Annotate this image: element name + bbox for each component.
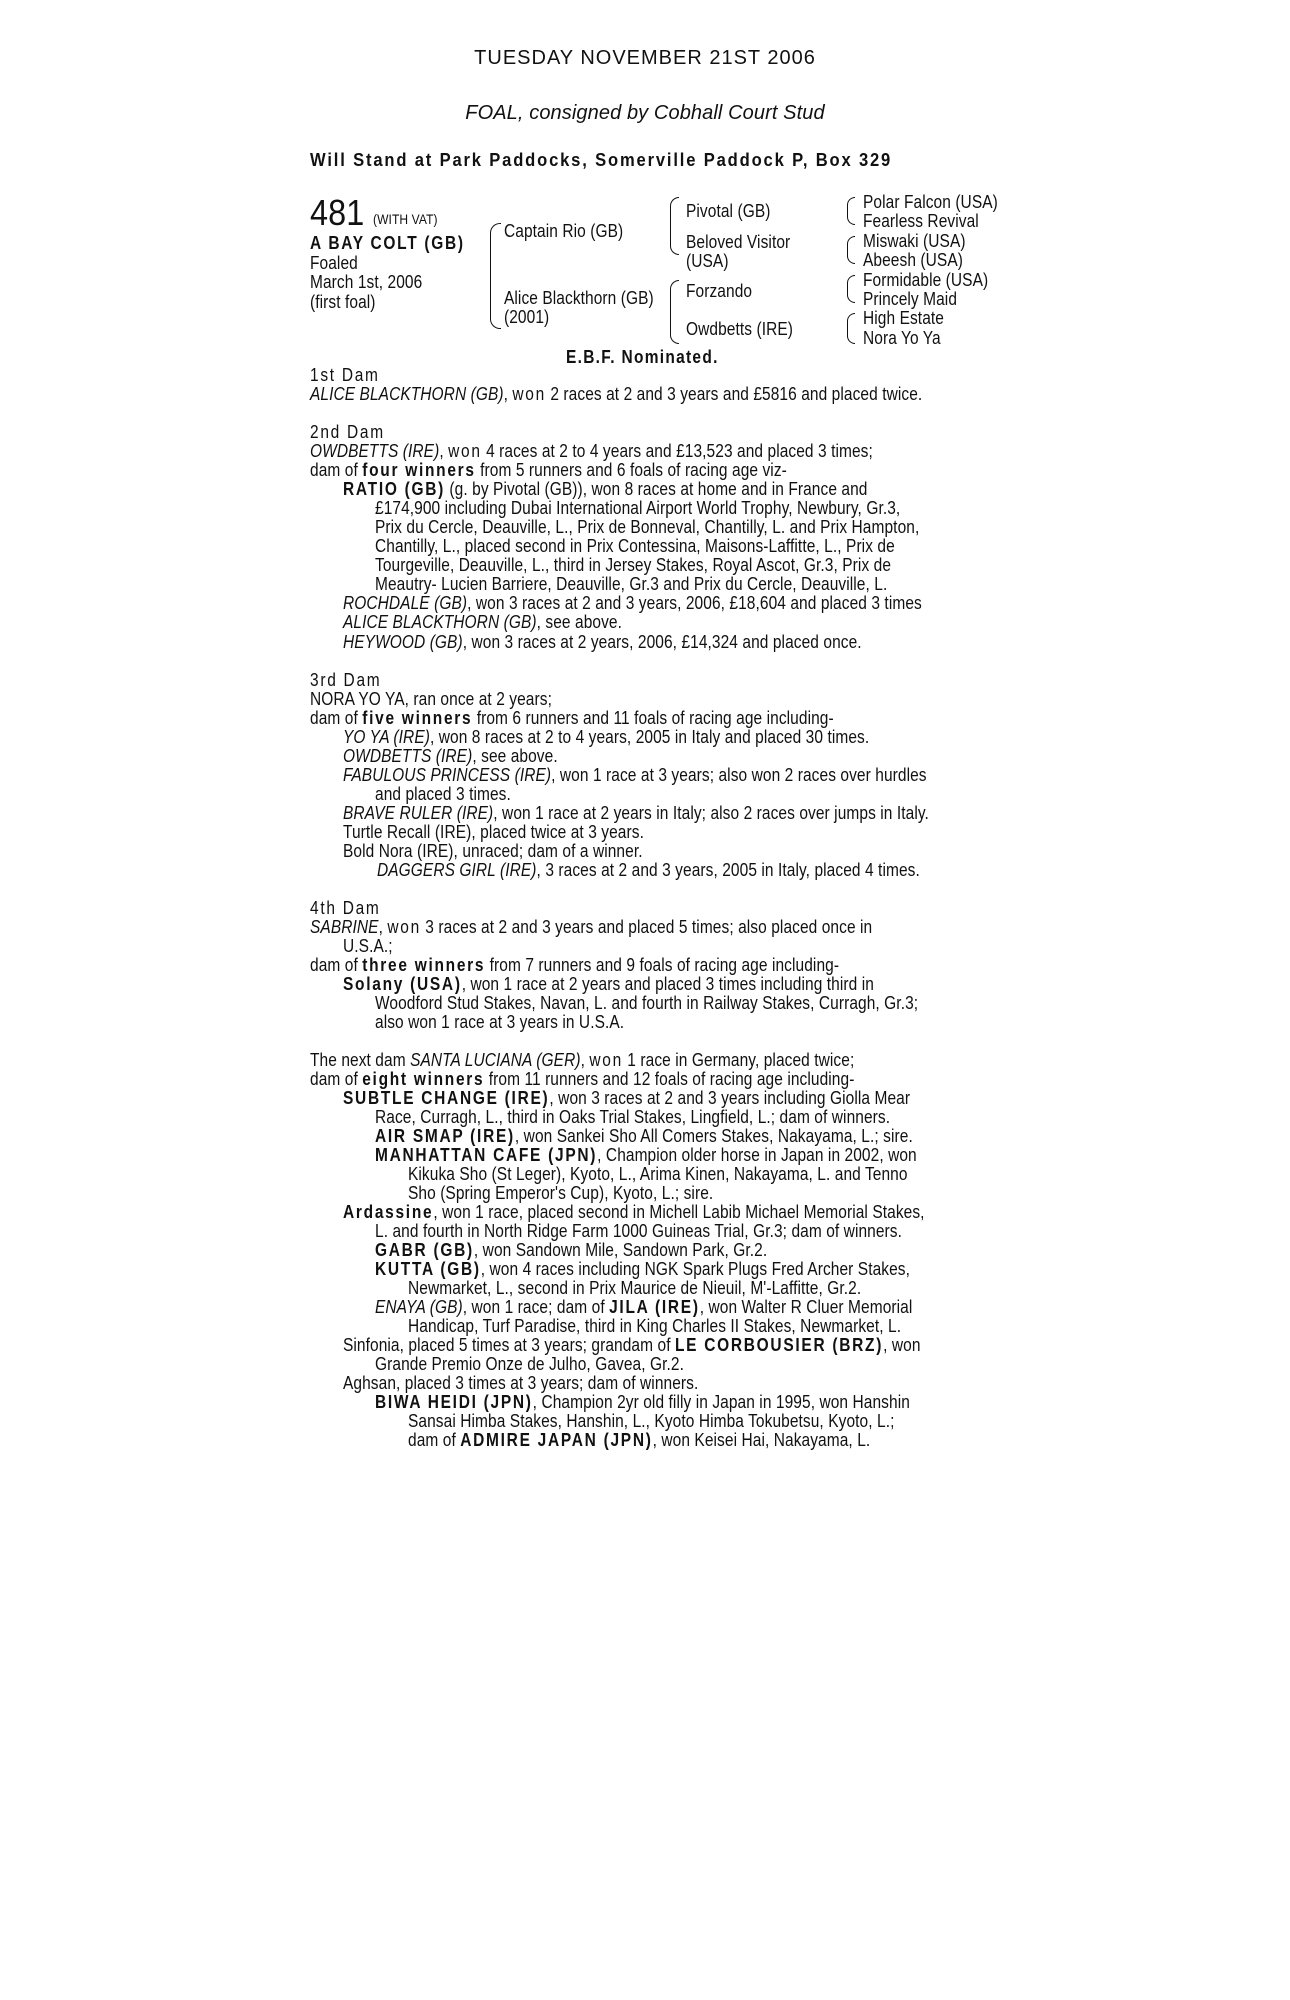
lot-number: 481: [310, 192, 365, 233]
yoya-line: YO YA (IRE), won 8 races at 2 to 4 years, 2005 in Italy and placed 30 times.: [343, 727, 870, 747]
consignment-line: FOAL, consigned by Cobhall Court Stud: [465, 102, 825, 124]
third-dam-heading: 3rd Dam: [310, 670, 382, 690]
manhattan-line: MANHATTAN CAFE (JPN), Champion older horse in Japan in 2002, won: [375, 1145, 917, 1165]
pedigree-ggs: Princely Maid: [863, 289, 958, 309]
pedigree-dam-year: (2001): [504, 307, 550, 327]
second-dam-text: OWDBETTS (IRE), won 4 races at 2 to 4 years and £13,523 and placed 3 times;: [310, 441, 873, 461]
fourth-dam-produce: dam of three winners from 7 runners and 9 foals of racing age including-: [310, 955, 840, 975]
heywood-line: HEYWOOD (GB), won 3 races at 2 years, 2006, £14,324 and placed once.: [343, 632, 862, 652]
ardassine-line: L. and fourth in North Ridge Farm 1000 Guineas Trial, Gr.3; dam of winners.: [375, 1221, 903, 1241]
solany-line: Woodford Stud Stakes, Navan, L. and fourth in Railway Stakes, Curragh, Gr.3;: [375, 993, 919, 1013]
next-dam-text: The next dam SANTA LUCIANA (GER), won 1 race in Germany, placed twice;: [310, 1050, 855, 1070]
foal-note: (first foal): [310, 292, 376, 312]
first-dam-text: ALICE BLACKTHORN (GB), won 2 races at 2 and 3 years and £5816 and placed twice.: [310, 384, 923, 404]
aghsan-line: Aghsan, placed 3 times at 3 years; dam of winners.: [343, 1373, 699, 1393]
subtle-line: SUBTLE CHANGE (IRE), won 3 races at 2 and 3 years including Giolla Mear: [343, 1088, 911, 1108]
pedigree-dam-dam: Owdbetts (IRE): [686, 319, 794, 339]
pedigree-ggs: Formidable (USA): [863, 270, 989, 290]
pedigree-brace-g3: [847, 275, 855, 303]
location-line: Will Stand at Park Paddocks, Somerville Paddock P, Box 329: [310, 150, 893, 170]
third-dam-produce: dam of five winners from 6 runners and 11 foals of racing age including-: [310, 708, 834, 728]
fourth-dam-text: U.S.A.;: [343, 936, 393, 956]
turtle-line: Turtle Recall (IRE), placed twice at 3 years.: [343, 822, 644, 842]
pedigree-brace-dam: [670, 280, 679, 344]
second-dam-heading: 2nd Dam: [310, 422, 385, 442]
enaya-line: Handicap, Turf Paradise, third in King Charles II Stakes, Newmarket, L.: [408, 1316, 902, 1336]
pedigree-ggs: Fearless Revival: [863, 211, 979, 231]
ebf-nomination: E.B.F. Nominated.: [566, 347, 719, 367]
fabulous-line: FABULOUS PRINCESS (IRE), won 1 race at 3 years; also won 2 races over hurdles: [343, 765, 927, 785]
biwa-line: dam of ADMIRE JAPAN (JPN), won Keisei Hai, Nakayama, L.: [408, 1430, 871, 1450]
pedigree-brace-sire: [670, 197, 679, 255]
pedigree-sire-dam-country: (USA): [686, 251, 729, 271]
pedigree-ggs: High Estate: [863, 308, 944, 328]
bold-nora-line: Bold Nora (IRE), unraced; dam of a winner.: [343, 841, 643, 861]
brave-line: BRAVE RULER (IRE), won 1 race at 2 years in Italy; also 2 races over jumps in Italy.: [343, 803, 929, 823]
kutta-line: Newmarket, L., second in Prix Maurice de Nieuil, M'-Laffitte, Gr.2.: [408, 1278, 862, 1298]
pedigree-sire-sire: Pivotal (GB): [686, 201, 771, 221]
ratio-line: Tourgeville, Deauville, L., third in Jersey Stakes, Royal Ascot, Gr.3, Prix de: [375, 555, 892, 575]
pedigree-ggs: Polar Falcon (USA): [863, 192, 998, 212]
sinfonia-line: Grande Premio Onze de Julho, Gavea, Gr.2.: [375, 1354, 684, 1374]
pedigree-sire: Captain Rio (GB): [504, 221, 624, 241]
vat-note: (WITH VAT): [373, 211, 438, 227]
airsmap-line: AIR SMAP (IRE), won Sankei Sho All Comers Stakes, Nakayama, L.; sire.: [375, 1126, 913, 1146]
manhattan-line: Sho (Spring Emperor's Cup), Kyoto, L.; sire.: [408, 1183, 714, 1203]
pedigree-ggs: Abeesh (USA): [863, 250, 963, 270]
second-dam-produce: dam of four winners from 5 runners and 6 foals of racing age viz-: [310, 460, 787, 480]
foaled-label: Foaled: [310, 253, 358, 273]
gabr-line: GABR (GB), won Sandown Mile, Sandown Park, Gr.2.: [375, 1240, 768, 1260]
first-dam-heading: 1st Dam: [310, 365, 380, 385]
sale-date: TUESDAY NOVEMBER 21ST 2006: [474, 47, 816, 69]
fourth-dam-text: SABRINE, won 3 races at 2 and 3 years and placed 5 times; also placed once in: [310, 917, 873, 937]
lot-description: A BAY COLT (GB): [310, 233, 465, 253]
ratio-line: Meautry- Lucien Barriere, Deauville, Gr.3 and Prix du Cercle, Deauville, L.: [375, 574, 888, 594]
foaled-date: March 1st, 2006: [310, 272, 423, 292]
pedigree-brace-g4: [847, 313, 855, 344]
pedigree-sire-dam: Beloved Visitor: [686, 232, 791, 252]
ratio-line: Chantilly, L., placed second in Prix Contessina, Maisons-Laffitte, L., Prix de: [375, 536, 895, 556]
pedigree-ggs: Miswaki (USA): [863, 231, 966, 251]
pedigree-brace-main: [490, 223, 501, 329]
subtle-line: Race, Curragh, L., third in Oaks Trial Stakes, Lingfield, L.; dam of winners.: [375, 1107, 891, 1127]
sinfonia-line: Sinfonia, placed 5 times at 3 years; grandam of LE CORBOUSIER (BRZ), won: [343, 1335, 921, 1355]
owdbetts-line: OWDBETTS (IRE), see above.: [343, 746, 558, 766]
next-dam-produce: dam of eight winners from 11 runners and 12 foals of racing age including-: [310, 1069, 855, 1089]
biwa-line: Sansai Himba Stakes, Hanshin, L., Kyoto Himba Tokubetsu, Kyoto, L.;: [408, 1411, 895, 1431]
ratio-line: RATIO (GB) (g. by Pivotal (GB)), won 8 races at home and in France and: [343, 479, 868, 499]
daggers-line: DAGGERS GIRL (IRE), 3 races at 2 and 3 years, 2005 in Italy, placed 4 times.: [377, 860, 920, 880]
pedigree-brace-g2: [847, 236, 855, 264]
ratio-line: Prix du Cercle, Deauville, L., Prix de Bonneval, Chantilly, L. and Prix Hampton,: [375, 517, 920, 537]
pedigree-dam: Alice Blackthorn (GB): [504, 288, 654, 308]
pedigree-ggs: Nora Yo Ya: [863, 328, 941, 348]
third-dam-text: NORA YO YA, ran once at 2 years;: [310, 689, 552, 709]
solany-line: also won 1 race at 3 years in U.S.A.: [375, 1012, 625, 1032]
rochdale-line: ROCHDALE (GB), won 3 races at 2 and 3 years, 2006, £18,604 and placed 3 times: [343, 593, 922, 613]
pedigree-dam-sire: Forzando: [686, 281, 753, 301]
pedigree-brace-g1: [847, 197, 855, 225]
fourth-dam-heading: 4th Dam: [310, 898, 381, 918]
alice-line: ALICE BLACKTHORN (GB), see above.: [343, 612, 623, 632]
manhattan-line: Kikuka Sho (St Leger), Kyoto, L., Arima Kinen, Nakayama, L. and Tenno: [408, 1164, 908, 1184]
ardassine-line: Ardassine, won 1 race, placed second in Michell Labib Michael Memorial Stakes,: [343, 1202, 925, 1222]
biwa-line: BIWA HEIDI (JPN), Champion 2yr old filly in Japan in 1995, won Hanshin: [375, 1392, 910, 1412]
kutta-line: KUTTA (GB), won 4 races including NGK Spark Plugs Fred Archer Stakes,: [375, 1259, 911, 1279]
ratio-line: £174,900 including Dubai International Airport World Trophy, Newbury, Gr.3,: [375, 498, 901, 518]
solany-line: Solany (USA), won 1 race at 2 years and placed 3 times including third in: [343, 974, 874, 994]
enaya-line: ENAYA (GB), won 1 race; dam of JILA (IRE), won Walter R Cluer Memorial: [375, 1297, 913, 1317]
fabulous-line: and placed 3 times.: [375, 784, 511, 804]
